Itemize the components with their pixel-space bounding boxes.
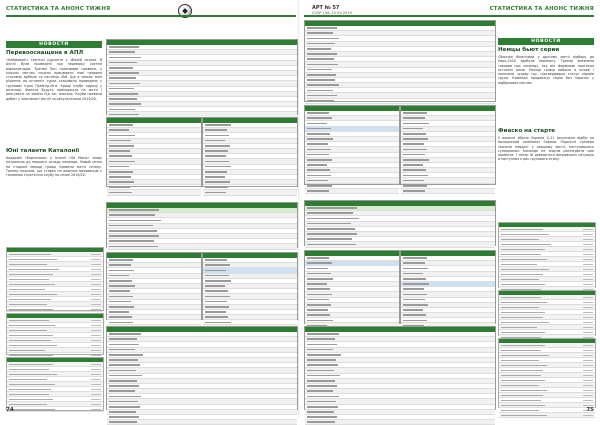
right-page-number: 75	[586, 407, 594, 413]
right-standings-table-2	[304, 105, 400, 185]
left-standings-table-5	[202, 252, 298, 320]
right-article2-headline: Фиаско на старте	[498, 128, 556, 134]
left-article1-body: «Наймовані» технічні курсанти у збірній сезона. В Англії були проведені гри перевірку систем відеоповторів. Тренер Пеп пояснював правила, у кількох матчах почали працювати нові правила стосовно арбітра та системи VAR. Ще в межах змін рішення на останніх турах скасовано проведено у групових іграх Прем'єр-ліги. Кращі клуби одразу у розкладі. Фанати будуть приїжджати на матчі і реагувати на заміни під час змагань. Клуби провели дебют у чемпіонаті Англії за результатами 2019/20.	[6, 58, 102, 101]
left-standings-table-3	[202, 117, 298, 187]
issue-subtitle: ССЕР | 08–15.09.2019	[312, 11, 352, 15]
left-article2-headline: Юні таланти Каталонії	[6, 148, 80, 154]
left-page	[0, 0, 300, 417]
left-page-number: 74	[6, 407, 14, 413]
left-article2-body: Академія «Барселони» у Іспанії «Ла Масія» знову потрапила до першого складу команди. Новий сезон на стадіоні молоді гравці провели матчі сезону. Тренер пояснив, що ставка на власних вихованців є головною стратегією клубу на сезон 2019/20.	[6, 156, 102, 178]
left-standings-table-2	[106, 117, 202, 187]
left-standings-table-6	[106, 326, 298, 410]
right-article1-headline: Немцы бьют серии	[498, 47, 560, 53]
left-fixtures-table-2	[6, 313, 104, 355]
issue-label	[312, 5, 352, 15]
left-standings-table-1	[106, 39, 298, 115]
right-standings-table-4	[304, 250, 400, 324]
left-results-table	[106, 202, 298, 248]
right-standings-table-6	[304, 326, 496, 410]
left-article1-headline: Перевооснащена в АПЛ	[6, 50, 84, 56]
right-top-rule	[304, 15, 594, 17]
left-fixtures-table-3	[6, 357, 104, 411]
left-running-head: СТАТИСТИКА ТА АНОНС ТИЖНЯ	[6, 6, 111, 12]
left-section-bar: НОВОСТИ	[6, 41, 102, 48]
right-standings-table-3	[400, 105, 496, 185]
right-fixtures-table-1	[498, 222, 596, 288]
right-fixtures-table-2	[498, 290, 596, 336]
right-page	[300, 0, 600, 417]
left-standings-table-4	[106, 252, 202, 320]
right-fixtures-table-3	[498, 338, 596, 408]
right-standings-table-5	[400, 250, 496, 324]
left-fixtures-table-1	[6, 247, 104, 311]
right-results-table	[304, 200, 496, 246]
right-article1-body: Сборная Німеччини у другому матчі відбору до Євро-2020 здобула перемогу. Тренер впевнено говорив про команду, яку він формував протягом останніх років. Молоді гравці вийшли в основі і показали чудову гру, підтвердивши статус лідерів групи. Команда продовжує серію без поразок у відбіркових матчах.	[498, 55, 594, 85]
right-running-head: СТАТИСТИКА ТА АНОНС ТИЖНЯ	[489, 6, 594, 12]
left-top-rule	[6, 15, 296, 17]
right-section-bar: НОВОСТИ	[498, 38, 594, 45]
issue-title: АРТ № 57	[312, 5, 340, 11]
right-standings-table-1	[304, 20, 496, 102]
right-article2-body: У вересні збірна України U-21 розпочала відбір на молодіжний чемпіонат Європи. Підопічні тренера зазнали невдачі у першому матчі, поступившись суперникам. Команда не змогла реалізувати свої моменти, і тепер їй доведеться виправляти ситуацію в наступних іграх групового етапу.	[498, 136, 594, 162]
